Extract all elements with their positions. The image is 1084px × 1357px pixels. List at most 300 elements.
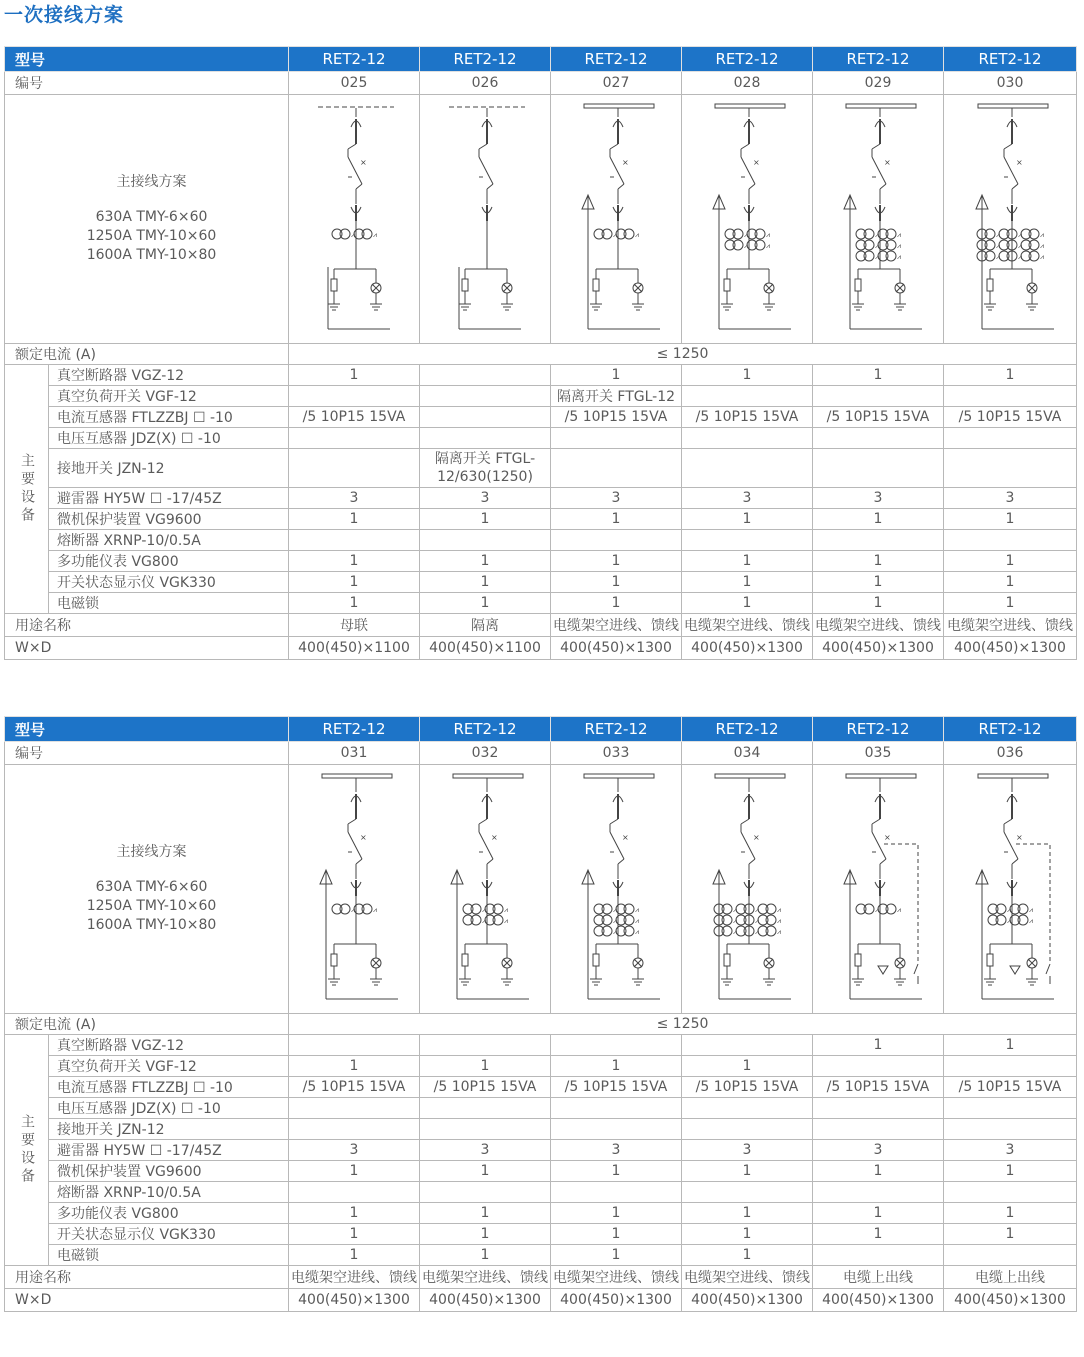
equipment-value: /5 10P15 15VA [944,407,1077,428]
model-cell: RET2-12 [813,47,944,72]
dims-cell: 400(450)×1300 [551,637,682,660]
busbar-spec: 1600A TMY-10×80 [86,247,217,263]
diagram-row [5,765,1077,1014]
svg-text:⩘: ⩘ [766,231,770,239]
code-row [5,72,1077,95]
svg-text:⩘: ⩘ [875,253,879,261]
svg-text:⩘: ⩘ [351,231,355,239]
equipment-value [944,1056,1077,1077]
svg-text:⩘: ⩘ [613,928,617,936]
equipment-value [551,530,682,551]
equipment-row [5,428,1077,449]
svg-text:⩘: ⩘ [373,231,377,239]
equipment-value [944,530,1077,551]
equipment-value: 1 [420,593,551,614]
equipment-value: 1 [944,1203,1077,1224]
equipment-row [5,407,1077,428]
equipment-value: 1 [813,551,944,572]
main-equipment-label: 主要设备 [5,365,49,614]
equipment-value: 1 [420,1245,551,1266]
svg-text:⩘: ⩘ [996,253,1000,261]
wiring-diagram-cell [813,95,944,344]
equipment-value [551,1035,682,1056]
equipment-value: 1 [682,1203,813,1224]
code-cell: 025 [289,72,420,95]
equipment-name: 电压互感器 JDZ(X) ☐ -10 [49,1098,289,1119]
equipment-value: 1 [289,1245,420,1266]
single-line-diagram-icon [294,99,414,339]
equipment-value: 3 [551,1140,682,1161]
equipment-row [5,449,1077,488]
svg-text:⩘: ⩘ [744,242,748,250]
svg-text:×: × [622,158,629,167]
equipment-value: 1 [289,551,420,572]
equipment-value [813,1056,944,1077]
equipment-row [5,1098,1077,1119]
surge-arrester-icon [462,279,468,291]
busbar-spec: 630A TMY-6×60 [95,209,208,225]
main-wiring-label-cell [5,95,289,344]
model-cell: RET2-12 [944,47,1077,72]
equipment-value [289,1182,420,1203]
svg-text:⩘: ⩘ [733,917,737,925]
wiring-diagram-cell [420,95,551,344]
equipment-value: 1 [944,572,1077,593]
svg-text:⩘: ⩘ [897,253,901,261]
equipment-value: 1 [420,509,551,530]
equipment-name: 熔断器 XRNP-10/0.5A [49,1182,289,1203]
single-line-diagram-icon [818,769,938,1009]
svg-text:⩘: ⩘ [1018,253,1022,261]
wiring-diagram-cell [551,765,682,1014]
code-cell: 034 [682,742,813,765]
svg-text:×: × [1016,833,1023,842]
equipment-row [5,1182,1077,1203]
current-transformer-icon [594,904,639,936]
equipment-value [551,1098,682,1119]
equipment-value: 1 [420,551,551,572]
busbar-icon [322,774,392,778]
equipment-value [289,386,420,407]
svg-text:⩘: ⩘ [613,231,617,239]
equipment-value: 3 [289,1140,420,1161]
arrester-triangle-icon [878,966,888,974]
equipment-value [420,428,551,449]
svg-text:⩘: ⩘ [755,917,759,925]
single-line-diagram-icon [687,769,807,1009]
dims-row [5,637,1077,660]
wiring-diagram-cell [944,95,1077,344]
model-cell: RET2-12 [289,47,420,72]
svg-text:⩘: ⩘ [777,917,781,925]
main-wiring-label: 主接线方案 [116,174,187,190]
equipment-value: 1 [682,1245,813,1266]
equipment-value [813,1182,944,1203]
equipment-name: 真空断路器 VGZ-12 [49,1035,289,1056]
surge-arrester-icon [593,279,599,291]
equipment-name: 电流互感器 FTLZZBJ ☐ -10 [49,1077,289,1098]
equipment-value: 1 [813,1203,944,1224]
usage-cell: 电缆上出线 [944,1266,1077,1289]
model-cell: RET2-12 [551,717,682,742]
equipment-row [5,1077,1077,1098]
equipment-value: /5 10P15 15VA [682,1077,813,1098]
single-line-diagram-icon [950,769,1070,1009]
equipment-value [420,386,551,407]
equipment-value [551,428,682,449]
svg-text:⩘: ⩘ [777,928,781,936]
equipment-value: 1 [551,1203,682,1224]
equipment-value [420,407,551,428]
svg-text:⩘: ⩘ [635,928,639,936]
code-cell: 028 [682,72,813,95]
svg-text:⩘: ⩘ [875,242,879,250]
svg-text:×: × [360,833,367,842]
svg-text:⩘: ⩘ [351,906,355,914]
svg-text:⩘: ⩘ [635,906,639,914]
equipment-value: 1 [551,509,682,530]
equipment-value: 1 [682,1224,813,1245]
equipment-value [289,449,420,488]
surge-arrester-icon [724,279,730,291]
equipment-value [682,1098,813,1119]
code-cell: 029 [813,72,944,95]
svg-text:⩘: ⩘ [733,906,737,914]
equipment-value: 3 [944,488,1077,509]
current-transformer-icon [856,229,901,261]
svg-text:⩘: ⩘ [733,928,737,936]
usage-cell: 电缆架空进线、馈线 [682,614,813,637]
dims-cell: 400(450)×1300 [944,1289,1077,1312]
equipment-value [944,449,1077,488]
equipment-value: 1 [289,1203,420,1224]
equipment-value: 1 [944,1035,1077,1056]
dims-label: W×D [5,1289,289,1312]
usage-cell: 电缆架空进线、馈线 [813,614,944,637]
svg-text:⩘: ⩘ [1007,917,1011,925]
equipment-value [682,386,813,407]
equipment-value: 3 [551,488,682,509]
rated-current-row [5,344,1077,365]
equipment-row [5,551,1077,572]
equipment-value [944,1182,1077,1203]
svg-text:⩘: ⩘ [897,906,901,914]
equipment-value [813,530,944,551]
equipment-value: 隔离开关 FTGL-12/630(1250) [420,449,551,488]
busbar-icon [846,774,916,778]
equipment-value [289,1035,420,1056]
svg-text:×: × [1016,158,1023,167]
busbar-icon [846,104,916,108]
single-line-diagram-icon [687,99,807,339]
page-title: 一次接线方案 [4,4,125,26]
busbar-spec: 1600A TMY-10×80 [86,917,217,933]
svg-text:×: × [753,158,760,167]
dims-cell: 400(450)×1100 [289,637,420,660]
svg-text:⩘: ⩘ [1007,906,1011,914]
equipment-value: 1 [944,1224,1077,1245]
code-cell: 033 [551,742,682,765]
equipment-value [682,449,813,488]
equipment-value [420,1119,551,1140]
equipment-row [5,509,1077,530]
main-wiring-label-cell [5,765,289,1014]
single-line-diagram-icon [425,99,545,339]
rated-current-row [5,1014,1077,1035]
equipment-value [420,530,551,551]
busbar-spec: 1250A TMY-10×60 [86,898,217,914]
usage-cell: 电缆架空进线、馈线 [682,1266,813,1289]
current-transformer-icon [332,229,377,239]
svg-text:⩘: ⩘ [1040,231,1044,239]
svg-text:×: × [884,833,891,842]
equipment-name: 电磁锁 [49,1245,289,1266]
surge-arrester-icon [593,954,599,966]
svg-text:⩘: ⩘ [482,917,486,925]
current-transformer-icon [594,229,639,239]
equipment-name: 真空负荷开关 VGF-12 [49,1056,289,1077]
busbar-icon [978,104,1048,108]
equipment-name: 真空负荷开关 VGF-12 [49,386,289,407]
equipment-row [5,572,1077,593]
usage-cell: 电缆架空进线、馈线 [289,1266,420,1289]
equipment-row [5,530,1077,551]
equipment-value: 1 [289,1056,420,1077]
equipment-value: 1 [813,1035,944,1056]
svg-text:⩘: ⩘ [613,917,617,925]
dims-label: W×D [5,637,289,660]
single-line-diagram-icon [556,99,676,339]
equipment-value: 隔离开关 FTGL-12 [551,386,682,407]
svg-text:⩘: ⩘ [897,242,901,250]
model-cell: RET2-12 [682,47,813,72]
wiring-diagram-cell [682,765,813,1014]
surge-arrester-icon [855,954,861,966]
dims-row [5,1289,1077,1312]
svg-text:⩘: ⩘ [635,917,639,925]
svg-text:×: × [622,833,629,842]
equipment-row [5,1035,1077,1056]
diagram-row [5,95,1077,344]
equipment-row [5,1119,1077,1140]
surge-arrester-icon [331,954,337,966]
dims-cell: 400(450)×1100 [420,637,551,660]
equipment-value: 1 [944,365,1077,386]
svg-text:⩘: ⩘ [766,242,770,250]
svg-text:⩘: ⩘ [504,906,508,914]
equipment-name: 接地开关 JZN-12 [49,449,289,488]
svg-text:⩘: ⩘ [1040,242,1044,250]
equipment-name: 熔断器 XRNP-10/0.5A [49,530,289,551]
code-cell: 036 [944,742,1077,765]
wiring-diagram-cell [944,765,1077,1014]
equipment-value: /5 10P15 15VA [551,407,682,428]
dims-cell: 400(450)×1300 [944,637,1077,660]
equipment-value: 1 [551,593,682,614]
equipment-value [813,449,944,488]
equipment-value: 1 [551,1245,682,1266]
svg-text:⩘: ⩘ [613,906,617,914]
svg-text:⩘: ⩘ [875,231,879,239]
equipment-value [551,449,682,488]
current-transformer-icon [725,229,770,250]
svg-text:⩘: ⩘ [635,231,639,239]
equipment-value: 1 [944,551,1077,572]
equipment-value [682,1035,813,1056]
rated-current-value: ≤ 1250 [289,1014,1077,1035]
model-cell: RET2-12 [420,717,551,742]
busbar-icon [715,104,785,108]
equipment-row [5,1161,1077,1182]
equipment-value: 1 [420,1203,551,1224]
equipment-value: 1 [682,509,813,530]
equipment-value [813,1119,944,1140]
svg-text:⩘: ⩘ [875,906,879,914]
svg-text:⩘: ⩘ [744,231,748,239]
wiring-diagram-cell [420,765,551,1014]
equipment-value: 1 [813,593,944,614]
equipment-value: /5 10P15 15VA [551,1077,682,1098]
rated-current-value: ≤ 1250 [289,344,1077,365]
equipment-value: 1 [944,593,1077,614]
dims-cell: 400(450)×1300 [682,1289,813,1312]
svg-text:⩘: ⩘ [1029,906,1033,914]
usage-cell: 电缆架空进线、馈线 [551,614,682,637]
breaker-icon [479,157,493,184]
equipment-name: 电磁锁 [49,593,289,614]
dims-cell: 400(450)×1300 [813,637,944,660]
surge-arrester-icon [987,279,993,291]
equipment-value [682,1182,813,1203]
equipment-value: 3 [420,1140,551,1161]
equipment-value: 1 [682,1161,813,1182]
equipment-row [5,1056,1077,1077]
equipment-row [5,1140,1077,1161]
usage-cell: 隔离 [420,614,551,637]
current-transformer-icon [856,904,901,914]
busbar-icon [715,774,785,778]
code-cell: 032 [420,742,551,765]
equipment-rows [5,1035,1077,1266]
equipment-value: 1 [289,1161,420,1182]
equipment-value [944,1245,1077,1266]
model-cell: RET2-12 [682,717,813,742]
equipment-value: 1 [289,593,420,614]
equipment-value: /5 10P15 15VA [944,1077,1077,1098]
svg-text:⩘: ⩘ [504,917,508,925]
equipment-value [420,1035,551,1056]
equipment-name: 多功能仪表 VG800 [49,1203,289,1224]
surge-arrester-icon [462,954,468,966]
equipment-value [289,428,420,449]
surge-arrester-icon [855,279,861,291]
equipment-value [551,1182,682,1203]
equipment-value [682,530,813,551]
svg-text:⩘: ⩘ [777,906,781,914]
model-label: 型号 [5,47,289,72]
equipment-value: 1 [551,1224,682,1245]
equipment-value [420,365,551,386]
scheme-table-1 [4,46,1077,660]
svg-text:⩘: ⩘ [1029,917,1033,925]
model-label: 型号 [5,717,289,742]
equipment-value [944,1098,1077,1119]
usage-label: 用途名称 [5,614,289,637]
equipment-row [5,1203,1077,1224]
svg-text:⩘: ⩘ [897,231,901,239]
svg-text:⩘: ⩘ [482,906,486,914]
equipment-value [813,1098,944,1119]
usage-cell: 电缆上出线 [813,1266,944,1289]
equipment-value: 1 [813,1224,944,1245]
equipment-value: 1 [551,572,682,593]
equipment-value: 1 [420,1224,551,1245]
rated-current-label: 额定电流 (A) [5,344,289,365]
equipment-value: 1 [813,509,944,530]
equipment-value: 1 [289,365,420,386]
equipment-value: 1 [944,1161,1077,1182]
equipment-value [420,1098,551,1119]
equipment-value: 1 [682,551,813,572]
wiring-diagram-cell [551,95,682,344]
svg-text:×: × [491,833,498,842]
busbar-icon [453,774,523,778]
equipment-name: 电流互感器 FTLZZBJ ☐ -10 [49,407,289,428]
equipment-value [289,1119,420,1140]
equipment-value [813,1245,944,1266]
usage-cell: 电缆架空进线、馈线 [944,614,1077,637]
usage-cell: 电缆架空进线、馈线 [420,1266,551,1289]
equipment-row [5,365,1077,386]
usage-label: 用途名称 [5,1266,289,1289]
equipment-value: 1 [420,572,551,593]
svg-text:⩘: ⩘ [996,242,1000,250]
equipment-name: 避雷器 HY5W ☐ -17/45Z [49,488,289,509]
surge-arrester-icon [724,954,730,966]
equipment-value: 3 [813,1140,944,1161]
model-cell: RET2-12 [551,47,682,72]
equipment-name: 开关状态显示仪 VGK330 [49,1224,289,1245]
equipment-row [5,386,1077,407]
dims-cell: 400(450)×1300 [289,1289,420,1312]
equipment-value: 3 [420,488,551,509]
model-row [5,717,1077,742]
equipment-value [813,428,944,449]
svg-text:⩘: ⩘ [755,928,759,936]
equipment-row [5,488,1077,509]
arrester-triangle-icon [1010,966,1020,974]
svg-text:⩘: ⩘ [1018,242,1022,250]
equipment-value [551,1119,682,1140]
equipment-value: 1 [289,1224,420,1245]
equipment-value [420,1182,551,1203]
equipment-value: 1 [813,365,944,386]
rated-current-label: 额定电流 (A) [5,1014,289,1035]
equipment-value: 1 [682,593,813,614]
code-label: 编号 [5,742,289,765]
equipment-value [813,386,944,407]
equipment-value: 1 [551,551,682,572]
equipment-name: 微机保护装置 VG9600 [49,509,289,530]
equipment-value [289,530,420,551]
equipment-value: 1 [551,365,682,386]
model-cell: RET2-12 [420,47,551,72]
usage-cell: 母联 [289,614,420,637]
busbar-spec: 630A TMY-6×60 [95,879,208,895]
scheme-table-2 [4,716,1077,1312]
model-cell: RET2-12 [944,717,1077,742]
busbar-icon [584,104,654,108]
